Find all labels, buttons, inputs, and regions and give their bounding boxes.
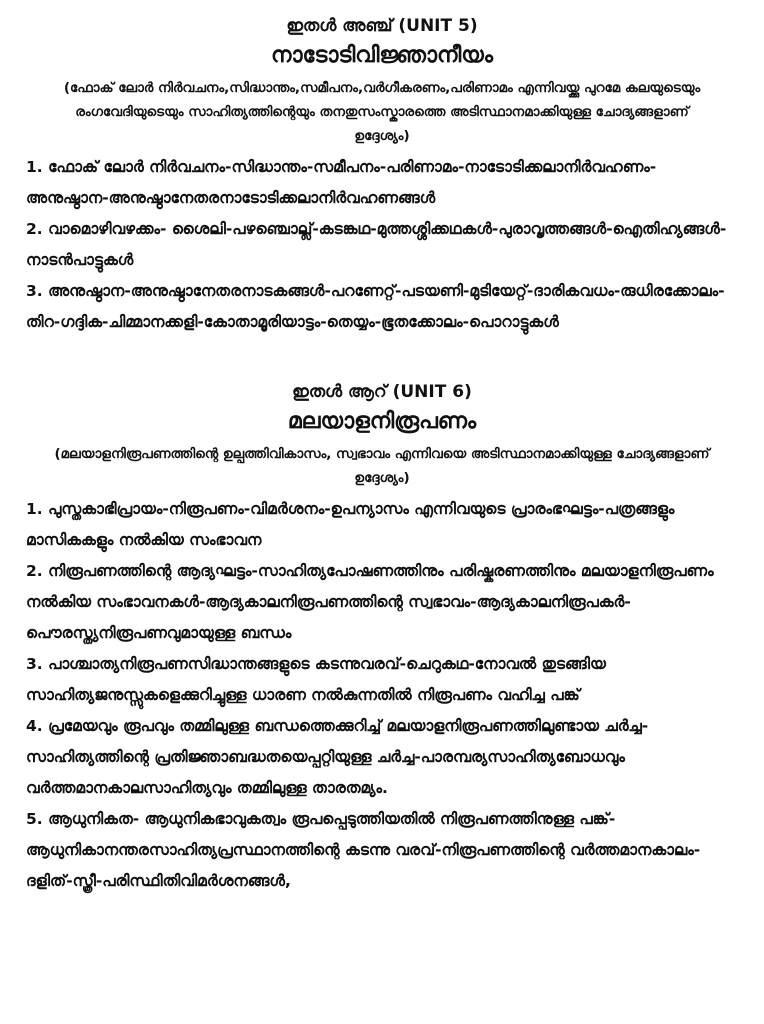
unit-6-label: ഇതൾ ആറ് (UNIT 6) (292, 382, 472, 402)
unit-5-label: ഇതൾ അഞ്ച് (UNIT 5) (286, 16, 478, 36)
unit-6-note: (മലയാളനിരൂപണത്തിന്റെ ഉല്പത്തിവികാസം, സ്വഭാവം എന്നിവയെ അടിസ്ഥാനമാക്കിയുള്ള ചോദ്യങ്ങളാണ് ഉദ്ദേശ്യം) (54, 446, 710, 486)
unit-6-item-5: 5. ആധുനികത- ആധുനികഭാവുകത്വം രൂപപ്പെടുത്തിയതിൽ നിരൂപണത്തിനുള്ള പങ്ക്- ആധുനികാനന്തരസാഹിത്യപ്രസ്ഥാനത്തിന്റെ കടന്നു വരവ്-നിരൂപണത്തിന്റെ വർത്തമാനകാലം- ദളിത്-സ്ത്രീ-പരിസ്ഥിതിവിമർശനങ്ങൾ, (26, 810, 701, 890)
unit-6-item-2: 2. നിരൂപണത്തിന്റെ ആദ്യഘട്ടം-സാഹിത്യപോഷണത്തിനും പരിഷ്കരണത്തിനും മലയാളനിരൂപണം നൽകിയ സംഭാവനകൾ-ആദ്യകാലനിരൂപണത്തിന്റെ സ്വഭാവം-ആദ്യകാലനിരൂപകർ-പൌരസ്ത്യനിരൂപണവുമായുള്ള ബന്ധം (26, 562, 714, 642)
unit-5-item-2: 2. വാമൊഴിവഴക്കം- ശൈലി-പഴഞ്ചൊല്ല്-കടങ്കഥ-മുത്തശ്ശിക്കഥകൾ-പുരാവൃത്തങ്ങൾ-ഐതിഹ്യങ്ങൾ-നാടൻപാട്ടുകൾ (26, 220, 727, 269)
unit-6-item-1: 1. പുസ്തകാഭിപ്രായം-നിരൂപണം-വിമർശനം-ഉപന്യാസം എന്നിവയുടെ പ്രാരംഭഘട്ടം-പത്രങ്ങളും മാസികകളും നൽകിയ സംഭാവന (26, 500, 675, 549)
unit-6-item-3: 3. പാശ്ചാത്യനിരൂപണസിദ്ധാന്തങ്ങളുടെ കടന്നുവരവ്-ചെറുകഥ-നോവൽ തുടങ്ങിയ സാഹിത്യജനുസ്സുകളെക്കുറിച്ചുള്ള ധാരണ നൽകുന്നതിൽ നിരൂപണം വഹിച്ച പങ്ക് (26, 655, 606, 704)
unit-6-section (26, 380, 738, 897)
unit-5-item-1: 1. ഫോക് ലോർ നിർവചനം-സിദ്ധാന്തം-സമീപനം-പരിണാമം-നാടോടിക്കലാനിർവഹണം-അനുഷ്ഠാന-അനുഷ്ഠാനേതരനാടോടിക്കലാനിർവഹണങ്ങൾ (26, 158, 657, 207)
unit-5-section (26, 14, 738, 338)
unit-5-note: (ഫോക് ലോർ നിർവചനം,സിദ്ധാന്തം,സമീപനം,വർഗീകരണം,പരിണാമം എന്നിവയ്ക്കു പുറമേ കലയുടെയും രംഗവേദിയുടെയും സാഹിത്യത്തിന്റെയും തനതുസംസ്കാരത്തെ അടിസ്ഥാനമാക്കിയുള്ള ചോദ്യങ്ങളാണ് ഉദ്ദേശ്യം) (63, 80, 701, 144)
unit-6-title: മലയാളനിരൂപണം (287, 409, 477, 434)
section-divider (26, 338, 738, 380)
unit-5-title: നാടോടിവിജ്ഞാനീയം (271, 43, 493, 68)
unit-6-item-4: 4. പ്രമേയവും രൂപവും തമ്മിലുള്ള ബന്ധത്തെക്കുറിച്ച് മലയാളനിരൂപണത്തിലുണ്ടായ ചർച്ച- സാഹിത്യത്തിന്റെ പ്രതിജ്ഞാബദ്ധതയെപ്പറ്റിയുള്ള ചർച്ച-പാരമ്പര്യസാഹിത്യബോധവും വർത്തമാനകാലസാഹിത്യവും തമ്മിലുള്ള താരതമ്യം. (26, 717, 649, 797)
unit-5-item-3: 3. അനുഷ്ഠാന-അനുഷ്ഠാനേതരനാടകങ്ങൾ-പറണേറ്റ്-പടയണി-മുടിയേറ്റ്-ദാരികവധം-രുധിരക്കോലം-തിറ-ഗദ്ദിക-ചിമ്മാനക്കളി-കോതാമൂരിയാട്ടം-തെയ്യം-ഭൂതക്കോലം-പൊറാട്ടുകൾ (26, 282, 725, 331)
